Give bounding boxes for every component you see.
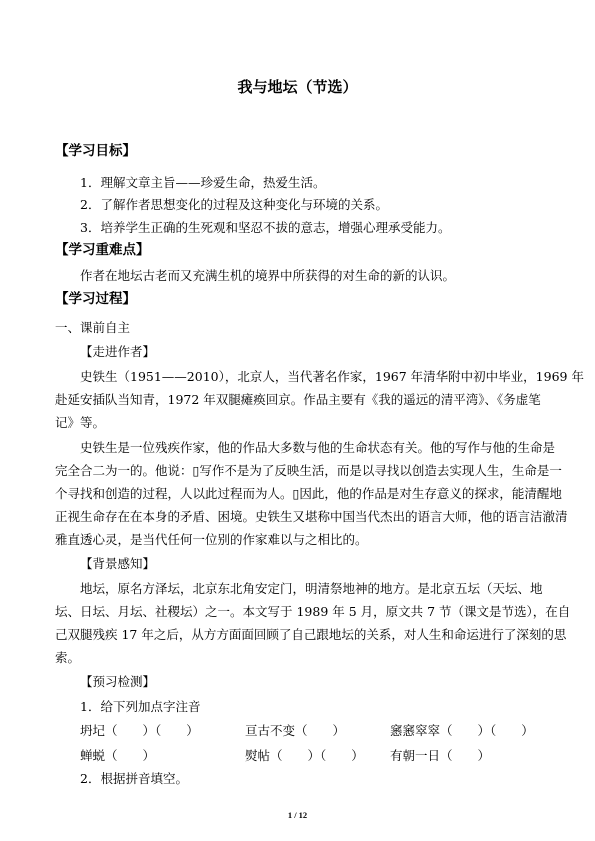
preview-heading: 【预习检测】 (80, 674, 156, 689)
objective-item: 1．理解文章主旨——珍爱生命，热爱生活。 (80, 175, 326, 190)
pinyin-blank: 窸窸窣窣（ ）（ ） (390, 723, 534, 738)
process-heading: 【学习过程】 (55, 291, 136, 307)
author-para2-line: 雅直透心灵，是当代任何一位别的作家难以与之相比的。 (55, 532, 368, 547)
page-number: 1 / 12 (287, 810, 308, 820)
author-para1-line: 记》等。 (55, 415, 106, 430)
author-para2-line: 史铁生是一位残疾作家，他的作品大多数与他的生命状态有关。他的写作与他的生命是 (80, 440, 556, 455)
background-heading: 【背景感知】 (80, 556, 156, 571)
background-line: 地坛，原名方泽坛，北京东北角安定门，明清祭地神的地方。是北京五坛（天坛、地 (80, 581, 543, 596)
author-para2-line: 完全合二为一的。他说：▯写作不是为了反映生活，而是以寻找以创造去实现人生，生命是一 (55, 463, 562, 478)
page-title: 我与地坛（节选） (237, 78, 358, 96)
pinyin-blank: 熨帖（ ）（ ） (245, 748, 364, 763)
pinyin-blank: 有朝一日（ ） (390, 748, 491, 763)
author-para1-line: 史铁生（1951——2010），北京人，当代著名作家，1967 年清华附中初中毕业，1969 年 (80, 369, 584, 384)
objective-item: 2．了解作者思想变化的过程及这种变化与环境的关系。 (80, 197, 388, 212)
author-para2-line: 正视生命存在在本身的矛盾、困境。史铁生又堪称中国当代杰出的语言大师，他的语言洁澈清 (55, 509, 568, 524)
pinyin-blank: 蝉蜕（ ） (80, 748, 156, 763)
objective-item: 3．培养学生正确的生死观和坚忍不拔的意志，增强心理承受能力。 (80, 220, 451, 235)
pinyin-blank: 坍圮（ ）（ ） (80, 723, 199, 738)
author-heading: 【走进作者】 (80, 344, 156, 359)
author-para1-line: 赴延安插队当知青，1972 年双腿瘫痪回京。作品主要有《我的遥远的清平湾》、《务虚笔 (55, 392, 541, 407)
objectives-heading: 【学习目标】 (55, 143, 136, 159)
section-part-title: 一、课前自主 (55, 320, 131, 335)
background-line: 坛、日坛、月坛、社稷坛）之一。本文写于 1989 年 5 月，原文共 7 节（课文是节选），在自 (55, 604, 571, 619)
question-1: 1．给下列加点字注音 (80, 699, 201, 714)
background-line: 索。 (55, 650, 81, 665)
question-2: 2．根据拼音填空。 (80, 771, 188, 786)
author-para2-line: 个寻找和创造的过程，人以此过程而为人。▯因此，他的作品是对生存意义的探求，能清醒地 (55, 486, 562, 501)
background-line: 己双腿残疾 17 年之后，从方方面面回顾了自己跟地坛的关系，对人生和命运进行了深刻的思 (55, 627, 567, 642)
key-points-text: 作者在地坛古老而又充满生机的境界中所获得的对生命的新的认识。 (80, 268, 456, 283)
key-points-heading: 【学习重难点】 (55, 242, 150, 258)
pinyin-blank: 亘古不变（ ） (245, 723, 346, 738)
